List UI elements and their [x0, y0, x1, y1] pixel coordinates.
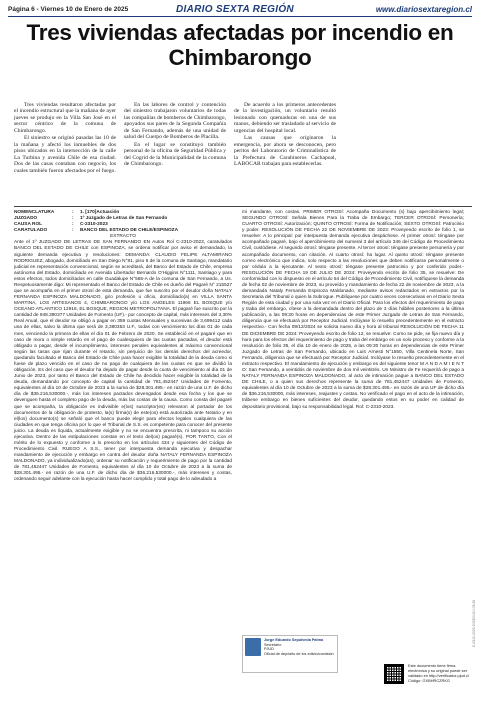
story-paragraph: En el lugar se constituyó también personal de la oficina de Seguridad Pública y del Cogrid de la Municipalidad de la comuna de Chimbarongo. — [124, 141, 226, 168]
meta-value: 1. [170]Actuación — [80, 210, 120, 215]
verification-note — [408, 664, 470, 684]
signer-entity: PJUD — [264, 647, 274, 652]
qr-code-icon — [384, 664, 404, 684]
story-column-1 — [14, 102, 116, 175]
side-reference-code: C-2310-2023 2023/01/10 09:26 — [472, 600, 476, 648]
page-date: Página 6 - Viernes 10 de Enero de 2025 — [8, 6, 129, 13]
extracto-title: EXTRACTO — [110, 234, 136, 240]
meta-key: NOMENCLATURA — [14, 210, 55, 215]
meta-value: 1º Juzgado de Letras de San Fernando — [80, 216, 168, 222]
meta-key: CAUSA ROL — [14, 222, 43, 228]
meta-row-nomenclatura: NOMENCLATURA : 1. [170]Actuación — [14, 210, 120, 215]
story-paragraph: En las labores de control y contención del siniestro trabajaron voluntarios de todas las compañías de bomberos de Chimbarongo, apoyados sus pares de la Segunda Compañía de San Fernando, además de una unidad de salud del Cuerpo de Bomberos de Placilla. — [124, 102, 226, 141]
story-paragraph: Tres viviendas resultaron afectadas por el incendio estructural que la mañana de ayer jueves se produjo en la Villa San José en el sector céntrico de la comuna de Chimbarongo. — [14, 102, 116, 134]
page-header — [8, 5, 472, 17]
story-paragraph: El siniestro se originó pasadas las 10 de la mañana y afectó los inmuebles de dos pisos ubicados en la intersección de la calle La Turbina y avenida Chile de esa ciudad. Dos de las casas contaban con negocio, los cuales también fueron afectados por el fuego. — [14, 135, 116, 174]
legal-notice-right — [242, 210, 464, 411]
electronic-signature-box — [242, 635, 338, 673]
signer-name: Jorge Eduardo Sepúlveda Palma — [264, 638, 324, 642]
meta-row-causa-rol: CAUSA ROL : C-2310-2023 — [14, 222, 108, 228]
meta-key: JUZGADO — [14, 216, 38, 222]
verification-code: Código: GXBHRCZRKG — [408, 677, 450, 683]
meta-row-juzgado: JUZGADO : 1º Juzgado de Letras de San Fernando — [14, 216, 168, 222]
section-divider — [14, 206, 472, 207]
story-paragraph: Las causas que originaron la emergencia, por ahora se desconocen, pero peritos del Laboratorio de Criminalística de la Prefectura de Carabineros Cachapoal, LABOCAR trabajan para establecerlas. — [234, 135, 336, 168]
signer-detail: Oficial de depósito de los edicto/comisión — [264, 651, 334, 656]
meta-value: BANCO DEL ESTADO DE CHILE/ESPINOZA — [80, 228, 178, 234]
story-column-3 — [234, 102, 336, 169]
meta-key: CARATULADO — [14, 228, 48, 234]
signature-seal-icon — [245, 638, 261, 656]
article-headline: Tres viviendas afectadas por incendio en Chimbarongo — [26, 20, 454, 70]
legal-body-left: Ante el 1º JUZGADO DE LETRAS DE SAN FERNANDO EN Autos Rol C-2310-2023, caratulados BANCO DEL ESTADO DE CHILE con ESPINOZA, se ordena notificar por aviso el demandado, la siguiente demanda ejecutiva y resoluciones: DEMANDA: CLAUDIO FELIPE ALTAMIRANO RODRIGUEZ, abogado, domiciliado en San Diego N°81, piso 6 de la comuna de Santiago, mandatario judicial en representación convencional, según se acreditará, del Banco del Estado de Chile, empresa autónoma del Estado, domiciliado en Avenida Libertador Bernardo O'Higgins N°1111, Santiago y para estos efectos, todos domiciliados en calle Guadalupe N°565-A de la comuna de San Fernando, a Us. Respetuosamente digo: Mi representado el Banco del Estado de Chile es dueño del Pagaré N° 215527 que se acompaña en el primer otrosí de esta demanda, que fue suscrito por el deudor doña NATALY FERNANDA ESPINOZA MALDONADO, giro profesión u oficio, domiciliado(a) en VILLA SANTA MARTINA, LOS ARTESANOS 4, CHIMBARONGO y/o LOS ANGELES 11966 EL BOSQUE y/o OCEANO ATLANTICO 12916, EL BOSQUE, REGION METROPOLITANA. El pagaré fue suscrito por la cantidad de 948.390377 Unidades de Fomento (UF).- por concepto de capital, más intereses del 3,30% Real Anual, que el deudor se obligó a pagar en 359 cuotas Mensuales y sucesivas de 3,699412 cada una de ellas, salvo la última que será de 3,380353 U.F., todas con vencimiento los días 01 de cada mes, venciendo la primera de ellas el día 01 de Febrero de 2020. Se estableció en el pagaré que en caso de mora o simple retardo en el pago de cualesquiera de las cuotas pactadas, el deudor está obligado a pagar, desde el incumplimiento, intereses penales equivalentes al máximo convencional según las tasas que rijan durante el retardo, sin perjuicio de los demás derechos del acreedor, quedando facultado el Banco del Estado de Chile para hacer exigible la totalidad de la deuda como si fuese de plazo vencido en el caso de no pago de cualquiera de las cuotas en que se dividió la obligación. Es del caso que el deudor ha dejado de pagar desde la cuota de vencimiento al día 01 de Junio de 2023, por tanto el Banco del Estado de Chile ha decidido hacer exigible la totalidad de la deuda, demandando por concepto de capital la cantidad de 781,452447 Unidades de Fomento, equivalentes al día 10 de Octubre de 2023 a la suma de $28.301.495.- en razón de una U.F. de dicho día de $36.216,530000.-, más los intereses pactados devengados desde esa fecha y los que se devenguen hasta el completo pago de la deuda, más las costas de la causa. Como consta del pagaré que se acompaña, la obligación es indivisible e(los) suscriptor(es) relevaron al portador de los documentos de la obligación de protesto, la(s) firma(s) de este(os) está autorizada ante Notario y en el(los) documento(s) se señaló que el banco puede elegir para efectos legales cualquiera de las ciudades en que tenga oficina por lo que el Tribunal de S.S. es competente para conocer del presente juicio. La deuda es líquida, actualmente exigible y no se encuentra prescrita, ni tampoco su acción ejecutiva. Dentro de las estipulaciones constan en el texto del(os) pagaré(s). POR TANTO, Con el mérito de lo expuesto y conforme a lo prescrito en los artículos 434 y siguientes del Código de Procedimiento Civil. RUEGO A S.S., tener por interpuesta demanda ejecutiva y despachar mandamiento de ejecución y embargo en contra del deudor doña NATALY FERNANDA ESPINOZA MALDONADO, ya individualizado(as), ordenar su notificación y requerimiento de pago por la cantidad de 781,452447 Unidades de Fomento, equivalentes al día 10 de Octubre de 2023 a la suma de $28.301.495.- en razón de una U.F. de dicho día de $36.216,530000.-, más intereses y costas, ordenando seguir adelante con la ejecución hasta hacer cumplido y total pago de lo adeudado a — [14, 240, 232, 483]
meta-row-caratulado: CARATULADO : BANCO DEL ESTADO DE CHILE/ESPINOZA — [14, 228, 178, 234]
legal-body-right: mi mandante, con costas. PRIMER OTROSÍ: Acompaña Documento (s) bajo apercibimiento legal; SEGUNDO OTROSÍ: Señala Bienes Para la Traba de Embargo; TERCER OTROSÍ: Personería; CUARTO OTROSÍ: Autorización; QUINTO OTROSÍ: Forma de Notificación; SEXTO OTROSÍ: Patrocinio y poder. RESOLUCIÓN DE FECHA 22 DE NOVIEMBRE DE 2023: Proveyendo escrito de folio 1, se resuelve: A lo principal: por interpuesta demanda ejecutiva despáchese. Al primer otrosí: téngase por acompañado pagaré, bajo el apercibimiento del numeral 3 del artículo 346 del Código de Procedimiento Civil, custódiese. Al segundo otrosí: téngase presente. Al tercer otrosí: téngase presente personería y por acompañado documento, con citación. Al cuarto otrosí: ha lugar. Al quinto otrosí: téngase presente correo electrónico que indica, solo respecto a las resoluciones que deben notificarse personalmente o por cédula a la ejecutante. Al sexto otrosí: téngase presente patrocinio y por conferido poder.- RESOLUCIÓN DE FECHA 19 DE JULIO DE 2024: Proveyendo escrito de folio 35, se resuelve: De conformidad con lo dispuesto en el artículo 54 del Código de Procedimiento Civil, notifíquese la demanda de fecha 02 de noviembre de 2023, su proveído y mandamiento de fecha 22 de noviembre de 2023, a la demandada Nataly Fernanda Espinoza Maldonado, mediante avisos redactados en extractos por la Secretaria del Tribunal o quien la Subrogue. Publíquese por cuatro veces consecutivas en el Diario Sexta Región de esta ciudad y por una sola vez en el Diario Oficial. Para los efectos del requerimiento de pago y traba del embargo, cítese a la demandada dentro del plazo de 3 días hábiles posteriores a la última publicación, a las 09:30 horas en dependencias de este Primer Juzgado de Letras de San Fernando, diligencia que se efectuará por Receptor Judicial. Inclúyase lo resuelto precedentemente en el extracto respectivo.- Con fecha 09/12/2024 se solicita nuevo día y hora al tribunal RESOLUCIÓN DE FECHA 11 DE DICIEMBRE DE 2024: Proveyendo escrito de folio 12, se resuelve: Como se pide, se fija nuevo día y hora para los efectos del requerimiento de pago y traba del embargo en un solo proceso y conforme a la resolución de folio 35, el día 10 de enero de 2025, a las 09:30 horas en dependencias de este Primer Juzgado de Letras de San Fernando, ubicado en Luis Arnesti N°1550, Villa Centinela Norte, San Fernando, diligencia que se efectuará por Receptor Judicial. Inclúyase lo resuelto precedentemente en el extracto respectivo. El mandamiento de ejecución y embargo es del siguiente tenor M A N D A M I E N T O: San Fernando, a veintidós de noviembre de dos mil veintitrés. Un Ministro de Fe requerirá de pago a NATALY FERNANDA ESPINOZA MALDONADO, al acto de intimación pague a BANCO DEL ESTADO DE CHILE, o a quien sus derechos represente la suma de 781,452447 Unidades de Fomento, equivalentes al día 10 de Octubre de 2023 a la suma de $28.301.495.- en razón de una UF de dicho día de $36.216,530000, más intereses, reajustes y costas. No verificado el pago en el acto de la intimación, trábese embargo en bienes suficientes del deudor, quedando estos en su poder en calidad de depositario provisional, bajo su responsabilidad legal. Rol: C-2310-2023. — [242, 210, 464, 410]
meta-value: C-2310-2023 — [80, 222, 108, 228]
legal-notice-left — [14, 210, 232, 484]
newspaper-name: DIARIO SEXTA REGIÓN — [176, 4, 294, 15]
story-column-2 — [124, 102, 226, 169]
signer-role: Secretario — [264, 642, 282, 647]
website-link[interactable]: www.diariosextaregion.cl — [375, 5, 472, 14]
story-paragraph: De acuerdo a los primeros antecedentes de la investigación, un voluntario resultó lesionado con quemaduras en una de sus manos, debiendo ser trasladado al servicio de urgencias del hospital local. — [234, 102, 336, 134]
verification-text: Este documento tiene firma electrónica y su original puede ser validado en http://verificador.pjud.cl — [408, 663, 469, 678]
